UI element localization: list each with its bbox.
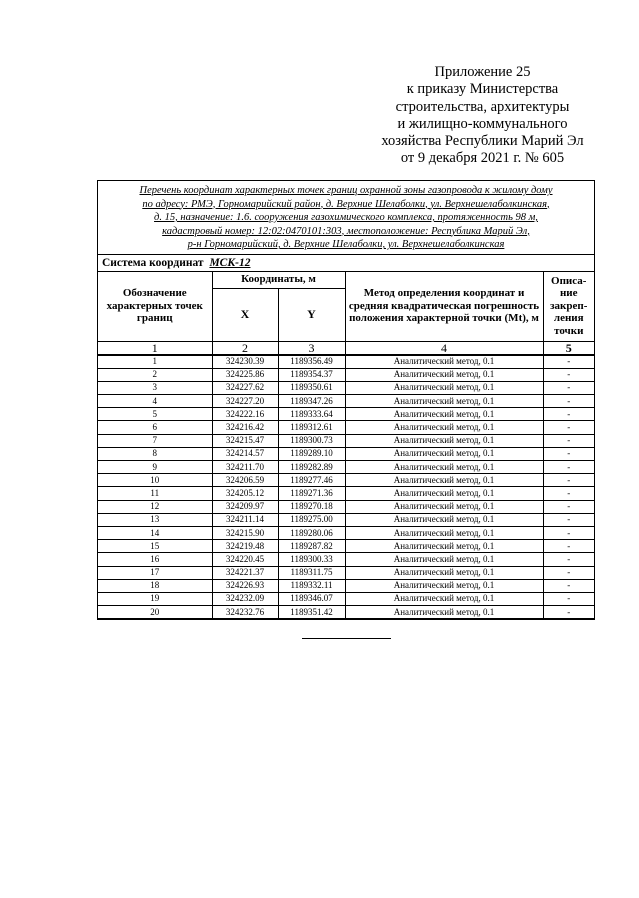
table-row [98,474,594,487]
cell-method: Аналитический метод, 0.1 [345,368,543,381]
table-row [98,381,594,394]
table-row [98,606,594,619]
cell-x: 324230.39 [212,355,278,369]
table-row [98,487,594,500]
table-row [98,526,594,539]
cell-point: 11 [98,487,212,500]
cell-description: - [543,513,594,526]
cell-description: - [543,461,594,474]
cell-y: 1189300.33 [278,553,345,566]
table-body [98,355,594,619]
cell-description: - [543,487,594,500]
cell-y: 1189277.46 [278,474,345,487]
column-number: 5 [543,341,594,355]
cell-method: Аналитический метод, 0.1 [345,395,543,408]
table-row [98,540,594,553]
cell-description: - [543,355,594,369]
appendix-line: от 9 декабря 2021 г. № 605 [400,150,565,167]
cell-point: 8 [98,447,212,460]
table-row [98,500,594,513]
cell-description: - [543,579,594,592]
column-number: 1 [98,341,212,355]
cell-y: 1189287.82 [278,540,345,553]
appendix-line: Приложение 25 [434,64,531,80]
cell-description: - [543,592,594,605]
cell-description: - [543,526,594,539]
cell-x: 324209.97 [212,500,278,513]
cell-x: 324222.16 [212,408,278,421]
table-row [98,408,594,421]
cell-x: 324221.37 [212,566,278,579]
caption-line: Перечень координат характерных точек границ охранной зоны газопровода к жилому дому [139,185,553,196]
cell-y: 1189270.18 [278,500,345,513]
cell-y: 1189275.00 [278,513,345,526]
cell-x: 324206.59 [212,474,278,487]
cell-description: - [543,421,594,434]
cell-x: 324215.47 [212,434,278,447]
cell-point: 13 [98,513,212,526]
table-row [98,579,594,592]
cell-description: - [543,553,594,566]
cell-point: 5 [98,408,212,421]
cell-point: 6 [98,421,212,434]
cell-x: 324232.76 [212,606,278,619]
table-caption [98,181,594,255]
cell-method: Аналитический метод, 0.1 [345,592,543,605]
table-row [98,434,594,447]
cell-point: 18 [98,579,212,592]
cell-x: 324216.42 [212,421,278,434]
appendix-line: строительства, архитектуры [395,98,570,115]
table-row [98,447,594,460]
coordinates-table [98,272,594,620]
cell-y: 1189289.10 [278,447,345,460]
cell-method: Аналитический метод, 0.1 [345,447,543,460]
cell-method: Аналитический метод, 0.1 [345,421,543,434]
column-number: 4 [345,341,543,355]
cell-description: - [543,408,594,421]
cell-y: 1189354.37 [278,368,345,381]
cell-x: 324211.14 [212,513,278,526]
header-y: Y [278,288,345,341]
cell-y: 1189346.07 [278,592,345,605]
appendix-line: и жилищно-коммунального [397,115,568,132]
cell-description: - [543,566,594,579]
cell-point: 10 [98,474,212,487]
appendix-header [360,64,605,168]
table-row [98,421,594,434]
cell-point: 19 [98,592,212,605]
cell-method: Аналитический метод, 0.1 [345,526,543,539]
header-description: Описа-ние закреп-ления точки [543,272,594,342]
cell-y: 1189333.64 [278,408,345,421]
cell-method: Аналитический метод, 0.1 [345,540,543,553]
table-row [98,461,594,474]
cell-x: 324220.45 [212,553,278,566]
table-row [98,566,594,579]
cell-point: 15 [98,540,212,553]
cell-description: - [543,447,594,460]
appendix-line: к приказу Министерства [406,81,559,98]
table-row [98,395,594,408]
cell-x: 324232.09 [212,592,278,605]
cell-point: 3 [98,381,212,394]
cell-description: - [543,434,594,447]
cell-method: Аналитический метод, 0.1 [345,579,543,592]
cell-point: 17 [98,566,212,579]
cell-y: 1189312.61 [278,421,345,434]
cell-description: - [543,395,594,408]
header-point: Обозначение характерных точек границ [98,272,212,342]
table-row [98,368,594,381]
cell-x: 324225.86 [212,368,278,381]
cell-y: 1189271.36 [278,487,345,500]
cell-description: - [543,474,594,487]
cell-method: Аналитический метод, 0.1 [345,513,543,526]
header-method: Метод определения координат и средняя квадратическая погрешность положения характерной точки (Mt), м [345,272,543,342]
cell-method: Аналитический метод, 0.1 [345,500,543,513]
cell-method: Аналитический метод, 0.1 [345,355,543,369]
cell-method: Аналитический метод, 0.1 [345,408,543,421]
cell-x: 324226.93 [212,579,278,592]
cell-y: 1189356.49 [278,355,345,369]
cell-x: 324214.57 [212,447,278,460]
header-coords: Координаты, м [212,272,345,289]
table-row [98,513,594,526]
cell-method: Аналитический метод, 0.1 [345,381,543,394]
cell-description: - [543,500,594,513]
column-number: 2 [212,341,278,355]
appendix-line: хозяйства Республики Марий Эл [381,133,584,150]
cell-method: Аналитический метод, 0.1 [345,434,543,447]
cell-point: 4 [98,395,212,408]
cell-x: 324215.90 [212,526,278,539]
cell-x: 324205.12 [212,487,278,500]
table-row [98,592,594,605]
cell-x: 324219.48 [212,540,278,553]
header-x: X [212,288,278,341]
cell-point: 7 [98,434,212,447]
cell-description: - [543,368,594,381]
caption-line: по адресу: РМЭ, Горномарийский район, д. Верхние Шелаболки, ул. Верхнешелаболкинская, [142,198,550,210]
cell-x: 324227.62 [212,381,278,394]
table-row [98,553,594,566]
cell-y: 1189347.26 [278,395,345,408]
cell-method: Аналитический метод, 0.1 [345,566,543,579]
cell-point: 20 [98,606,212,619]
cell-point: 16 [98,553,212,566]
caption-line: р-н Горномарийский, д. Верхние Шелаболки, ул. Верхнешелаболкинская [187,239,505,250]
coordinates-frame [97,180,595,620]
cell-method: Аналитический метод, 0.1 [345,553,543,566]
cell-y: 1189311.75 [278,566,345,579]
cell-point: 1 [98,355,212,369]
cell-point: 12 [98,500,212,513]
table-row [98,355,594,369]
cell-description: - [543,381,594,394]
cell-x: 324211.70 [212,461,278,474]
coordinate-system-label: Система координат [102,256,204,269]
coordinate-system-value: МСК-12 [209,256,251,269]
cell-point: 9 [98,461,212,474]
cell-x: 324227.20 [212,395,278,408]
caption-line: кадастровый номер: 12:02:0470101:303, местоположение: Республика Марий Эл, [162,225,530,237]
cell-y: 1189350.61 [278,381,345,394]
cell-method: Аналитический метод, 0.1 [345,474,543,487]
coordinate-system [98,255,594,272]
cell-y: 1189280.06 [278,526,345,539]
cell-method: Аналитический метод, 0.1 [345,487,543,500]
cell-y: 1189282.89 [278,461,345,474]
cell-y: 1189332.11 [278,579,345,592]
cell-y: 1189351.42 [278,606,345,619]
cell-method: Аналитический метод, 0.1 [345,606,543,619]
cell-description: - [543,540,594,553]
cell-point: 2 [98,368,212,381]
column-number: 3 [278,341,345,355]
cell-description: - [543,606,594,619]
cell-point: 14 [98,526,212,539]
cell-y: 1189300.73 [278,434,345,447]
signature-line [302,638,391,639]
cell-method: Аналитический метод, 0.1 [345,461,543,474]
caption-line: д. 15, назначение: 1.6. сооружения газохимического комплекса, протяженность 98 м, [154,212,538,223]
